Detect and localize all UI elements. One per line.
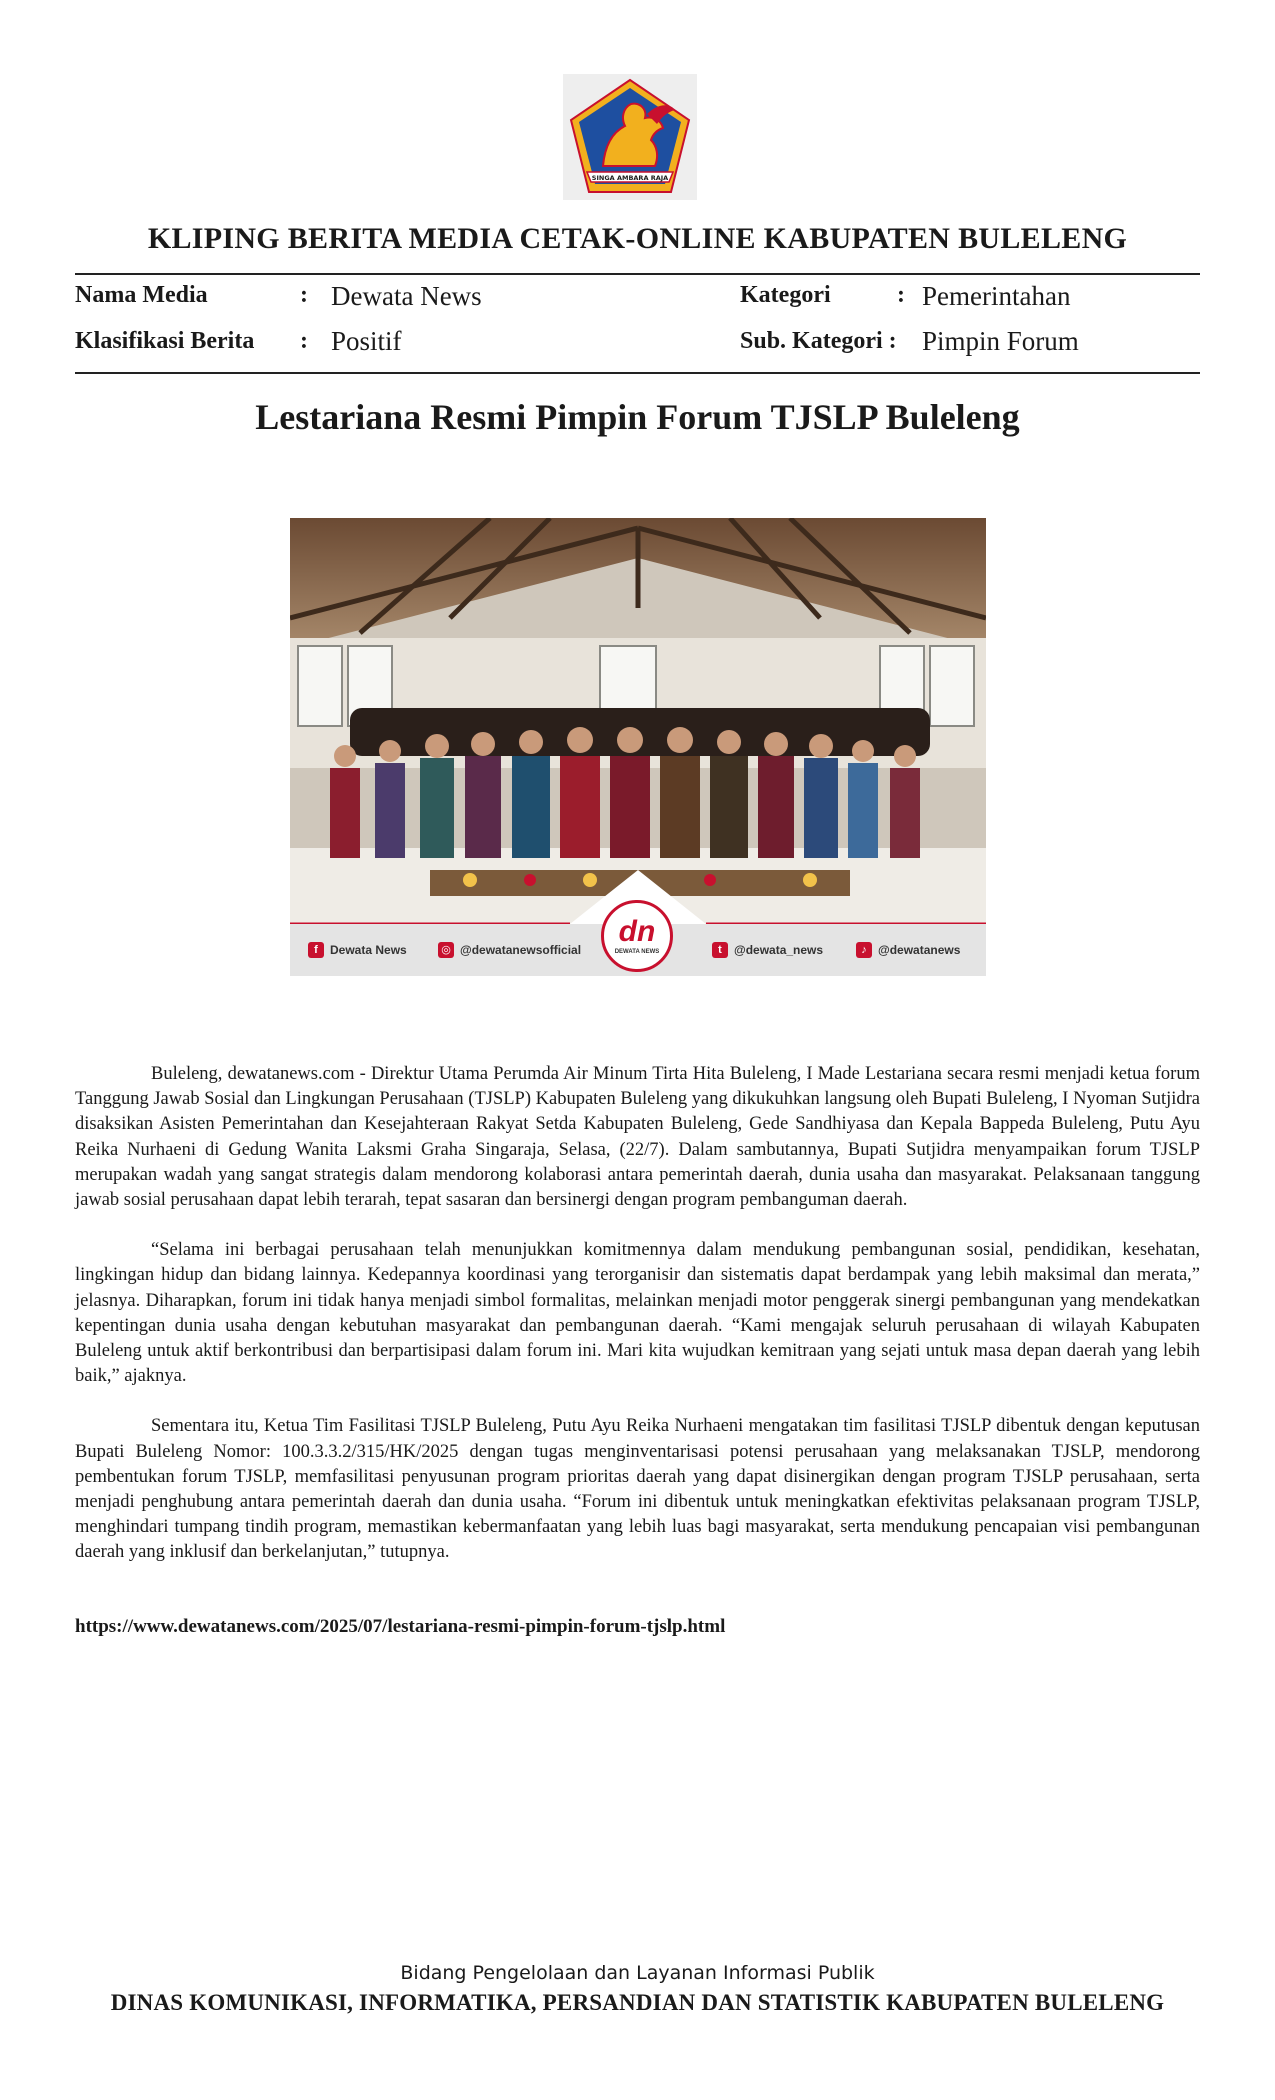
klasifikasi-label: Klasifikasi Berita xyxy=(75,328,255,354)
subkategori-label: Sub. Kategori : xyxy=(740,328,897,354)
article-paragraph-3: Sementara itu, Ketua Tim Fasilitasi TJSLP Buleleng, Putu Ayu Reika Nurhaeni mengatakan tim fasilitasi TJSLP dibentuk dengan keputusan Bupati Buleleng Nomor: 100.3.3.2/315/HK/2025 dengan tugas menginventarisasi potensi perusahaan yang melaksanakan TJSLP, mendorong pembentukan forum TJSLP, memfasilitasi penyusunan program prioritas daerah yang dapat disinergikan dengan program TJSLP perusahaan, serta menjadi penghubung antara pemerintah daerah dan dunia usaha. “Forum ini dibentuk untuk meningkatkan efektivitas pelaksanaan program TJSLP, menghindari tumpang tindih program, memastikan kebermanfaatan yang lebih luas bagi masyarakat, serta mendukung pencapaian visi pembangunan daerah yang inklusif dan berkelanjutan,” tutupnya. xyxy=(75,1416,1200,1563)
kategori-label: Kategori xyxy=(740,282,831,308)
dewata-news-logo xyxy=(601,900,673,972)
media-colon: : xyxy=(300,282,308,308)
facebook-icon: f xyxy=(308,942,324,958)
dn-logo-text: dn xyxy=(618,915,656,948)
article-paragraph-1: Buleleng, dewatanews.com - Direktur Utama Perumda Air Minum Tirta Hita Buleleng, I Made Lestariana secara resmi menjadi ketua forum Tanggung Jawab Sosial dan Lingkungan Perusahaan (TJSLP) Kabupaten Buleleng yang dikukuhkan langsung oleh Bupati Buleleng, I Nyoman Sutjidra disaksikan Asisten Pemerintahan dan Kesejahteraan Rakyat Setda Kabupaten Buleleng, Gede Sandhiyasa dan Kepala Bappeda Buleleng, Putu Ayu Reika Nurhaeni di Gedung Wanita Laksmi Graha Singaraja, Selasa, (22/7). Dalam sambutannya, Bupati Sutjidra menyampaikan forum TJSLP merupakan wadah yang sangat strategis dalam mendorong kolaborasi antara pemerintah daerah, dunia usaha dan masyarakat. Pelaksanaan tanggung jawab sosial perusahaan dapat lebih terarah, tepat sasaran dan bersinergi dengan program pembanguman daerah. xyxy=(75,1064,1200,1211)
dn-logo-subtext: DEWATA NEWS xyxy=(614,949,660,955)
footer-agency: DINAS KOMUNIKASI, INFORMATIKA, PERSANDIAN DAN STATISTIK KABUPATEN BULELENG xyxy=(110,1990,1165,2015)
subkategori-value: Pimpin Forum xyxy=(922,326,1079,356)
buleleng-emblem-logo xyxy=(563,74,697,200)
social-twitter-label: @dewata_news xyxy=(734,943,824,957)
social-facebook xyxy=(308,942,407,958)
article-paragraph-2: “Selama ini berbagai perusahaan telah menunjukkan komitmennya dalam mendukung pembangunan sosial, pendidikan, kesehatan, lingkingan hidup dan bidang lainnya. Kedepannya koordinasi yang terorganisir dan sistematis dapat berdampak yang lebih maksimal dan merata,” jelasnya. Diharapkan, forum ini tidak hanya menjadi simbol formalitas, melainkan menjadi motor penggerak sinergi pembangunan yang mendekatkan kepentingan dunia usaha dengan kebutuhan masyarakat dan pembangunan daerah. “Kami mengajak seluruh perusahaan di wilayah Kabupaten Buleleng untuk aktif berkontribusi dan berpartisipasi dalam forum ini. Mari kita wujudkan kemitraan yang sejati untuk masa depan daerah yang lebih baik,” ajaknya. xyxy=(75,1240,1200,1387)
emblem-motto: SINGA AMBARA RAJA xyxy=(591,174,669,182)
klasifikasi-value: Positif xyxy=(331,326,402,356)
klasifikasi-colon: : xyxy=(300,328,308,354)
divider-top xyxy=(75,273,1200,275)
media-label: Nama Media xyxy=(75,282,208,308)
photo-social-bar xyxy=(290,915,986,976)
media-value: Dewata News xyxy=(331,281,482,311)
social-twitter xyxy=(712,942,823,958)
tiktok-icon: ♪ xyxy=(856,942,872,958)
instagram-icon: ◎ xyxy=(438,942,454,958)
social-tiktok xyxy=(856,942,960,958)
source-url-link[interactable]: https://www.dewatanews.com/2025/07/lestariana-resmi-pimpin-forum-tjslp.html xyxy=(75,1616,726,1637)
social-instagram-label: @dewatanewsofficial xyxy=(460,943,582,957)
social-instagram xyxy=(438,942,581,958)
kategori-value: Pemerintahan xyxy=(922,281,1071,311)
footer-department: Bidang Pengelolaan dan Layanan Informasi Publik xyxy=(400,1962,875,1984)
divider-bottom xyxy=(75,372,1200,374)
document-title: KLIPING BERITA MEDIA CETAK-ONLINE KABUPATEN BULELENG xyxy=(147,222,1128,255)
article-body xyxy=(75,1062,1200,1591)
article-headline: Lestariana Resmi Pimpin Forum TJSLP Buleleng xyxy=(255,397,1020,437)
kategori-colon: : xyxy=(897,282,905,308)
twitter-icon: t xyxy=(712,942,728,958)
article-photo xyxy=(290,518,986,976)
social-tiktok-label: @dewatanews xyxy=(878,943,961,957)
social-facebook-label: Dewata News xyxy=(330,943,407,957)
